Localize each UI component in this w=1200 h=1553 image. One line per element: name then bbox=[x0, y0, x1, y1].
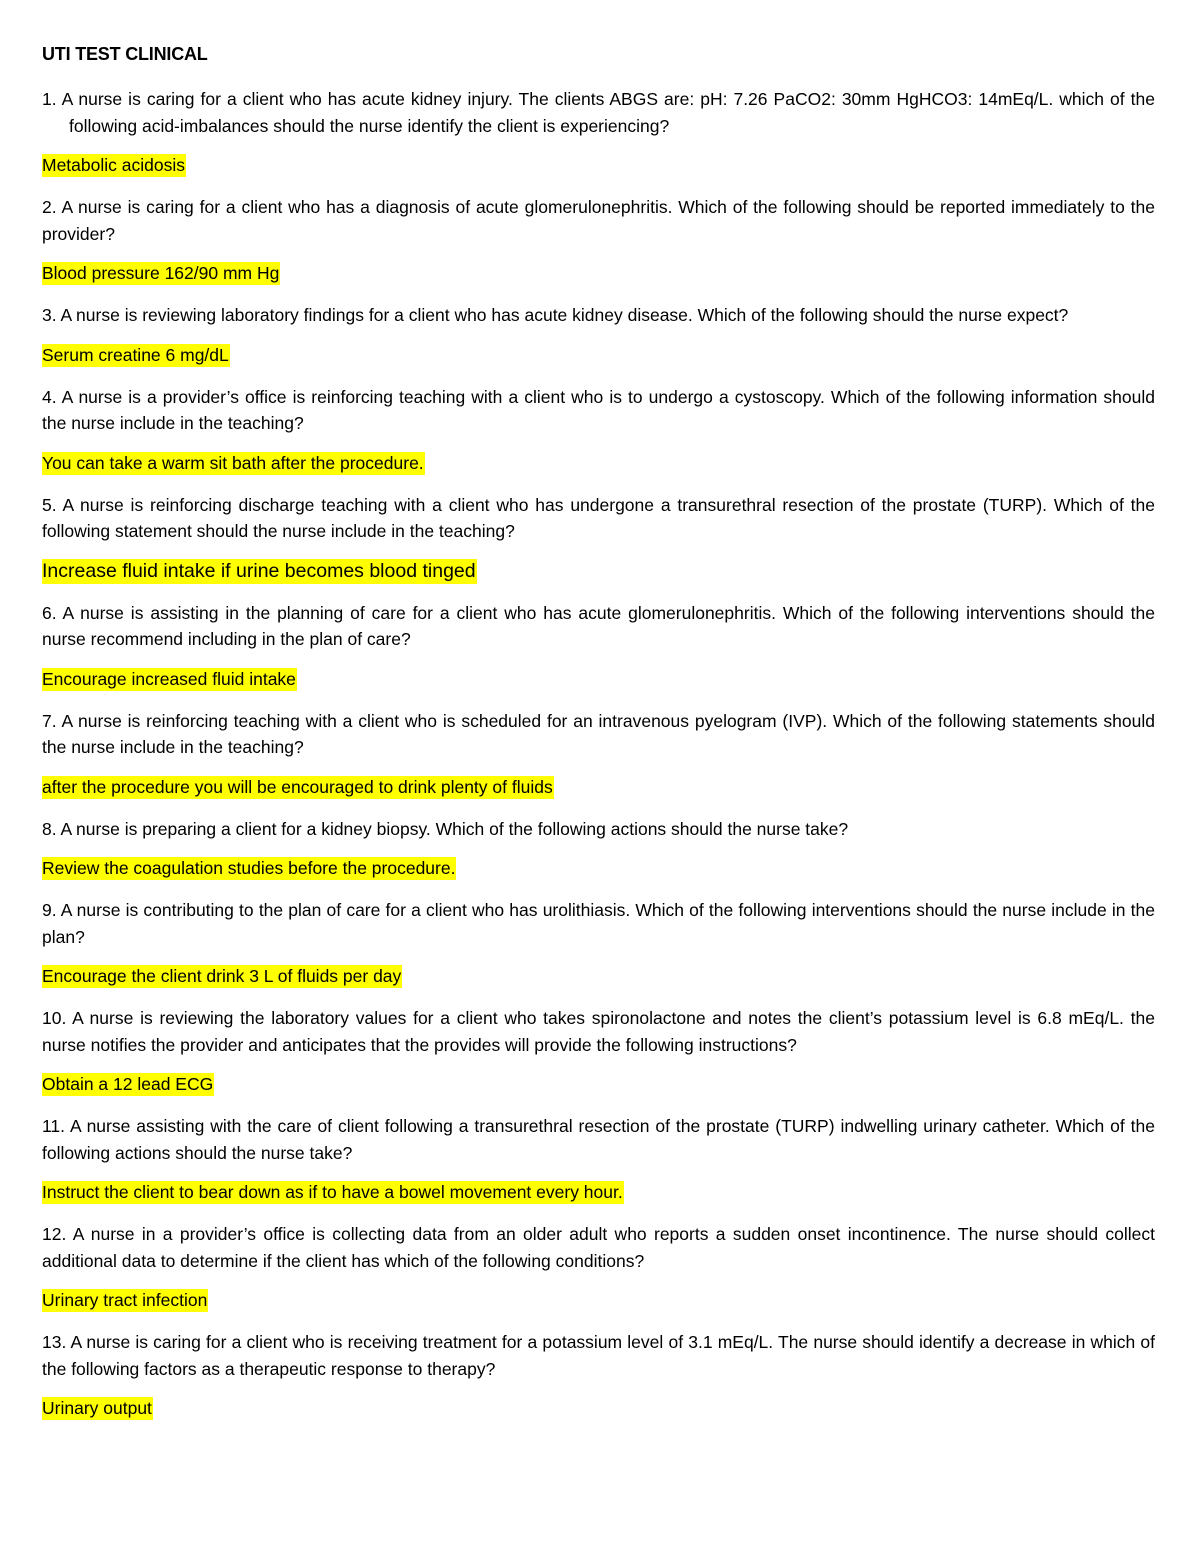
question-10: 10. A nurse is reviewing the laboratory values for a client who takes spironolactone and notes the client’s potassium level is 6.8 mEq/L. the nurse notifies the provider and anticipates that the provides will provide the following instructions? bbox=[42, 1008, 1155, 1055]
answer-3 bbox=[42, 343, 1155, 367]
document-body bbox=[42, 42, 1155, 1437]
question-4: 4. A nurse is a provider’s office is reinforcing teaching with a client who is to undergo a cystoscopy. Which of the following information should the nurse include in the teaching? bbox=[42, 386, 1155, 433]
answer-highlight: Increase fluid intake if urine becomes blood tinged bbox=[42, 559, 476, 582]
question-8: 8. A nurse is preparing a client for a kidney biopsy. Which of the following actions should the nurse take? bbox=[42, 818, 849, 839]
answer-9 bbox=[42, 964, 1155, 988]
answer-highlight: Obtain a 12 lead ECG bbox=[42, 1074, 214, 1094]
question-1: 1. A nurse is caring for a client who has acute kidney injury. The clients ABGS are: pH: 7.26 PaCO2: 30mm HgHCO3: 14mEq/L. which of the following acid-imbalances should the nurse identify the client is experiencing? bbox=[42, 89, 1155, 136]
answer-1 bbox=[42, 153, 1155, 177]
answer-highlight: Serum creatine 6 mg/dL bbox=[42, 344, 229, 365]
question-2: 2. A nurse is caring for a client who has a diagnosis of acute glomerulonephritis. Which of the following should be reported immediately to the provider? bbox=[42, 197, 1155, 244]
question-6: 6. A nurse is assisting in the planning of care for a client who has acute glomerulonephritis. Which of the following interventions should the nurse recommend including in the plan of care? bbox=[42, 602, 1155, 649]
question-9: 9. A nurse is contributing to the plan of care for a client who has urolithiasis. Which of the following interventions should the nurse include in the plan? bbox=[42, 900, 1155, 947]
question-5: 5. A nurse is reinforcing discharge teaching with a client who has undergone a transurethral resection of the prostate (TURP). Which of the following statement should the nurse include in the teaching? bbox=[42, 494, 1155, 541]
answer-13 bbox=[42, 1396, 1155, 1420]
answer-highlight: You can take a warm sit bath after the procedure. bbox=[42, 452, 424, 473]
answer-highlight: Encourage increased fluid intake bbox=[42, 668, 296, 689]
question-12: 12. A nurse in a provider’s office is collecting data from an older adult who reports a sudden onset incontinence. The nurse should collect additional data to determine if the client has which of the following conditions? bbox=[42, 1224, 1155, 1271]
answer-highlight: Review the coagulation studies before the procedure. bbox=[42, 858, 456, 878]
answer-11 bbox=[42, 1180, 1155, 1204]
question-13: 13. A nurse is caring for a client who is receiving treatment for a potassium level of 3.1 mEq/L. The nurse should identify a decrease in which of the following factors as a therapeutic response to therapy? bbox=[42, 1332, 1155, 1379]
answer-4 bbox=[42, 451, 1155, 475]
answer-highlight: Encourage the client drink 3 L of fluids per day bbox=[42, 966, 402, 986]
answer-highlight: Instruct the client to bear down as if to have a bowel movement every hour. bbox=[42, 1182, 623, 1202]
answer-12 bbox=[42, 1288, 1155, 1312]
document-title: UTI TEST CLINICAL bbox=[42, 44, 208, 64]
answer-highlight: Urinary tract infection bbox=[42, 1290, 208, 1310]
question-7: 7. A nurse is reinforcing teaching with a client who is scheduled for an intravenous pyelogram (IVP). Which of the following statements should the nurse include in the teaching? bbox=[42, 710, 1155, 757]
answer-highlight: after the procedure you will be encouraged to drink plenty of fluids bbox=[42, 776, 553, 797]
answer-8 bbox=[42, 856, 1155, 880]
answer-highlight: Blood pressure 162/90 mm Hg bbox=[42, 263, 280, 283]
answer-highlight: Urinary output bbox=[42, 1398, 152, 1418]
answer-2 bbox=[42, 261, 1155, 285]
question-11: 11. A nurse assisting with the care of client following a transurethral resection of the prostate (TURP) indwelling urinary catheter. Which of the following actions should the nurse take? bbox=[42, 1116, 1155, 1163]
answer-10 bbox=[42, 1072, 1155, 1096]
answer-highlight: Metabolic acidosis bbox=[42, 155, 185, 175]
answer-7 bbox=[42, 775, 1155, 799]
question-3: 3. A nurse is reviewing laboratory findings for a client who has acute kidney disease. Which of the following should the nurse expect? bbox=[42, 305, 1069, 325]
answer-5 bbox=[42, 559, 1155, 583]
answer-6 bbox=[42, 667, 1155, 691]
